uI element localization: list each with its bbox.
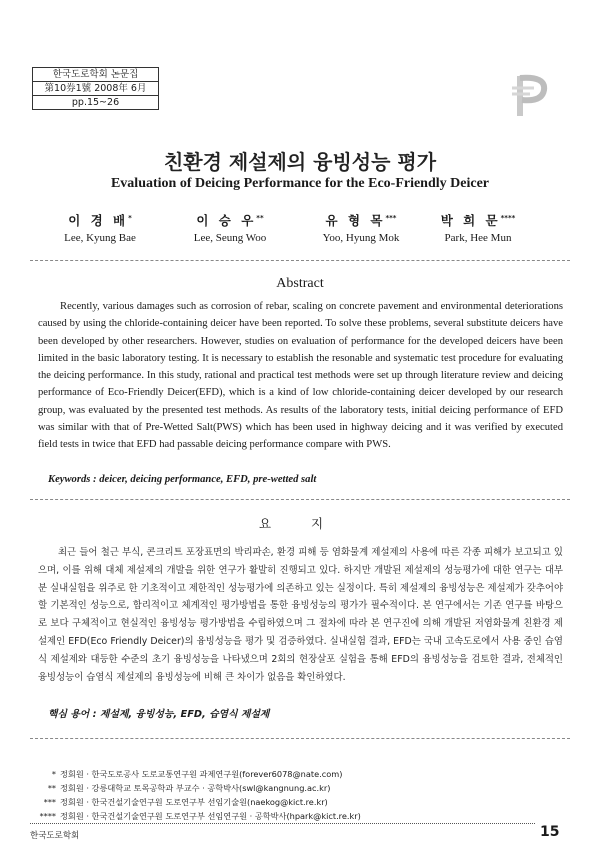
author-2-korean: 이 승 우 xyxy=(196,213,257,228)
abstract-text: Recently, various damages such as corrosion of rebar, scaling on concrete pavement and environmental deteriorations caused by using the chloride-containing deicer have been reported. To solve these problems, several substitute deicers have been developed by other researchers. However, studies on evaluation of performance for the developed deicers have been limited in the basic laboratory testing. It is necessary to establish the resonable and systematic test procedure for evaluating the deicing performance. In this study, rational and practical test methods were set up through literature review and deicing performance of Eco-Friendly Deicer(EFD), which is a kind of low chloride-containing deicer developed by our research group, was evaluated by the presented test methods. As results of the laboratory tests, initial deicing performance of EFD was similar with that of Pre-Wetted Salt(PWS) which has been used in highway deicing and it was verified by executed field tests in twice that EFD had passable deicing performance compare with PWS. xyxy=(38,301,563,451)
title-korean: 친환경 제설제의 융빙성능 평가 xyxy=(163,150,437,174)
author-4 xyxy=(423,211,533,244)
footnote xyxy=(22,781,582,795)
footnote xyxy=(22,809,582,823)
footnote-text: 정회원 · 한국도로공사 도로교통연구원 과제연구원(forever6078@nate.com) xyxy=(60,769,343,779)
journal-name: 한국도로학회 논문집 xyxy=(33,68,158,82)
footnote-mark: *** xyxy=(43,797,56,807)
footnote-mark: **** xyxy=(39,811,56,821)
divider-middle xyxy=(30,499,570,500)
author-1-korean: 이 경 배 xyxy=(68,213,129,228)
author-2 xyxy=(175,211,285,244)
footer-divider xyxy=(30,823,535,824)
keywords-label: Keywords : xyxy=(48,474,97,485)
author-1-english: Lee, Kyung Bae xyxy=(64,232,136,244)
author-2-english: Lee, Seung Woo xyxy=(193,232,267,244)
author-2-mark: ** xyxy=(256,213,264,222)
footnote xyxy=(22,795,582,809)
author-3-english: Yoo, Hyung Mok xyxy=(322,232,400,244)
author-3-mark: *** xyxy=(385,213,397,222)
footnote-text: 정회원 · 한국건설기술연구원 도로연구부 선임기술원(naekog@kict.re.kr) xyxy=(60,797,328,807)
journal-pages: pp.15~26 xyxy=(71,97,120,108)
korean-abstract-text: 최근 들어 철근 부식, 콘크리트 포장표면의 박리파손, 환경 피해 등 염화물계 제설제의 사용에 따른 각종 피해가 보고되고 있으며, 이를 위해 대체 제설제의 개발을 위한 연구가 활발히 진행되고 있다. 하지만 개발된 제설제의 성능평가에 대한 연구는 대부분 실내실험을 위주로 한 기초적이고 제한적인 성능평가에 의존하고 있는 실정이다. 특히 제설제의 융빙성능은 제설제가 갖추어야 할 기본적인 성능으로, 합리적이고 체계적인 평가방법을 통한 융빙성능의 평가가 필수적이다. 본 연구에서는 기존 연구를 바탕으로 보다 구체적이고 현실적인 융빙성능 평가방법을 수립하였으며 그 절차에 따라 본 연구진에 의해 개발된 저염화물계 친환경 제설제인 EFD(Eco Friendly Deicer)의 융빙성능을 평가 및 검증하였다. 실내실험 결과, EFD는 국내 고속도로에서 사용 중인 습염식 제설제와 대등한 수준의 초기 융빙성능을 나타냈으며 2회의 현장살포 실험을 통해 EFD의 융빙성능을 검토한 결과, 전체적인 융빙성능이 습염식 제설제의 융빙성능에 비해 큰 차이가 없음을 확인하였다. xyxy=(38,547,563,683)
korean-keywords-line xyxy=(48,706,568,720)
journal-logo-icon xyxy=(508,72,552,118)
author-1 xyxy=(45,211,155,244)
abstract-heading: Abstract xyxy=(276,276,324,291)
korean-abstract-heading: 요 지 xyxy=(258,516,342,531)
divider-top xyxy=(30,260,570,261)
author-3 xyxy=(306,211,416,244)
author-4-korean: 박 희 문 xyxy=(440,213,501,228)
footnote-text: 정회원 · 강릉대학교 토목공학과 부교수 · 공학박사(swl@kangnung.ac.kr) xyxy=(60,783,331,793)
divider-bottom xyxy=(30,738,570,739)
footnote xyxy=(22,767,582,781)
footnote-mark: ** xyxy=(47,783,56,793)
author-3-korean: 유 형 목 xyxy=(325,213,386,228)
keywords-line xyxy=(48,474,568,485)
footnote-mark: * xyxy=(51,769,56,779)
footer-journal: 한국도로학회 xyxy=(30,831,80,841)
author-4-mark: **** xyxy=(500,213,516,222)
journal-info-box xyxy=(32,67,159,110)
author-footnotes xyxy=(22,767,582,823)
page-number: 15 xyxy=(540,824,560,840)
keywords-value: deicer, deicing performance, EFD, pre-wetted salt xyxy=(99,474,317,485)
footnote-text: 정회원 · 한국건설기술연구원 도로연구부 선임연구원 · 공학박사(hpark@kict.re.kr) xyxy=(60,811,361,821)
title-english: Evaluation of Deicing Performance for the Eco-Friendly Deicer xyxy=(110,176,490,191)
author-4-english: Park, Hee Mun xyxy=(444,232,512,244)
korean-keywords-label: 핵심 용어 : xyxy=(48,709,97,720)
journal-volume: 第10券1號 2008年 6月 xyxy=(33,82,158,96)
author-list xyxy=(45,211,545,247)
author-1-mark: * xyxy=(128,213,132,222)
korean-keywords-value: 제설제, 융빙성능, EFD, 습염식 제설제 xyxy=(100,709,270,720)
